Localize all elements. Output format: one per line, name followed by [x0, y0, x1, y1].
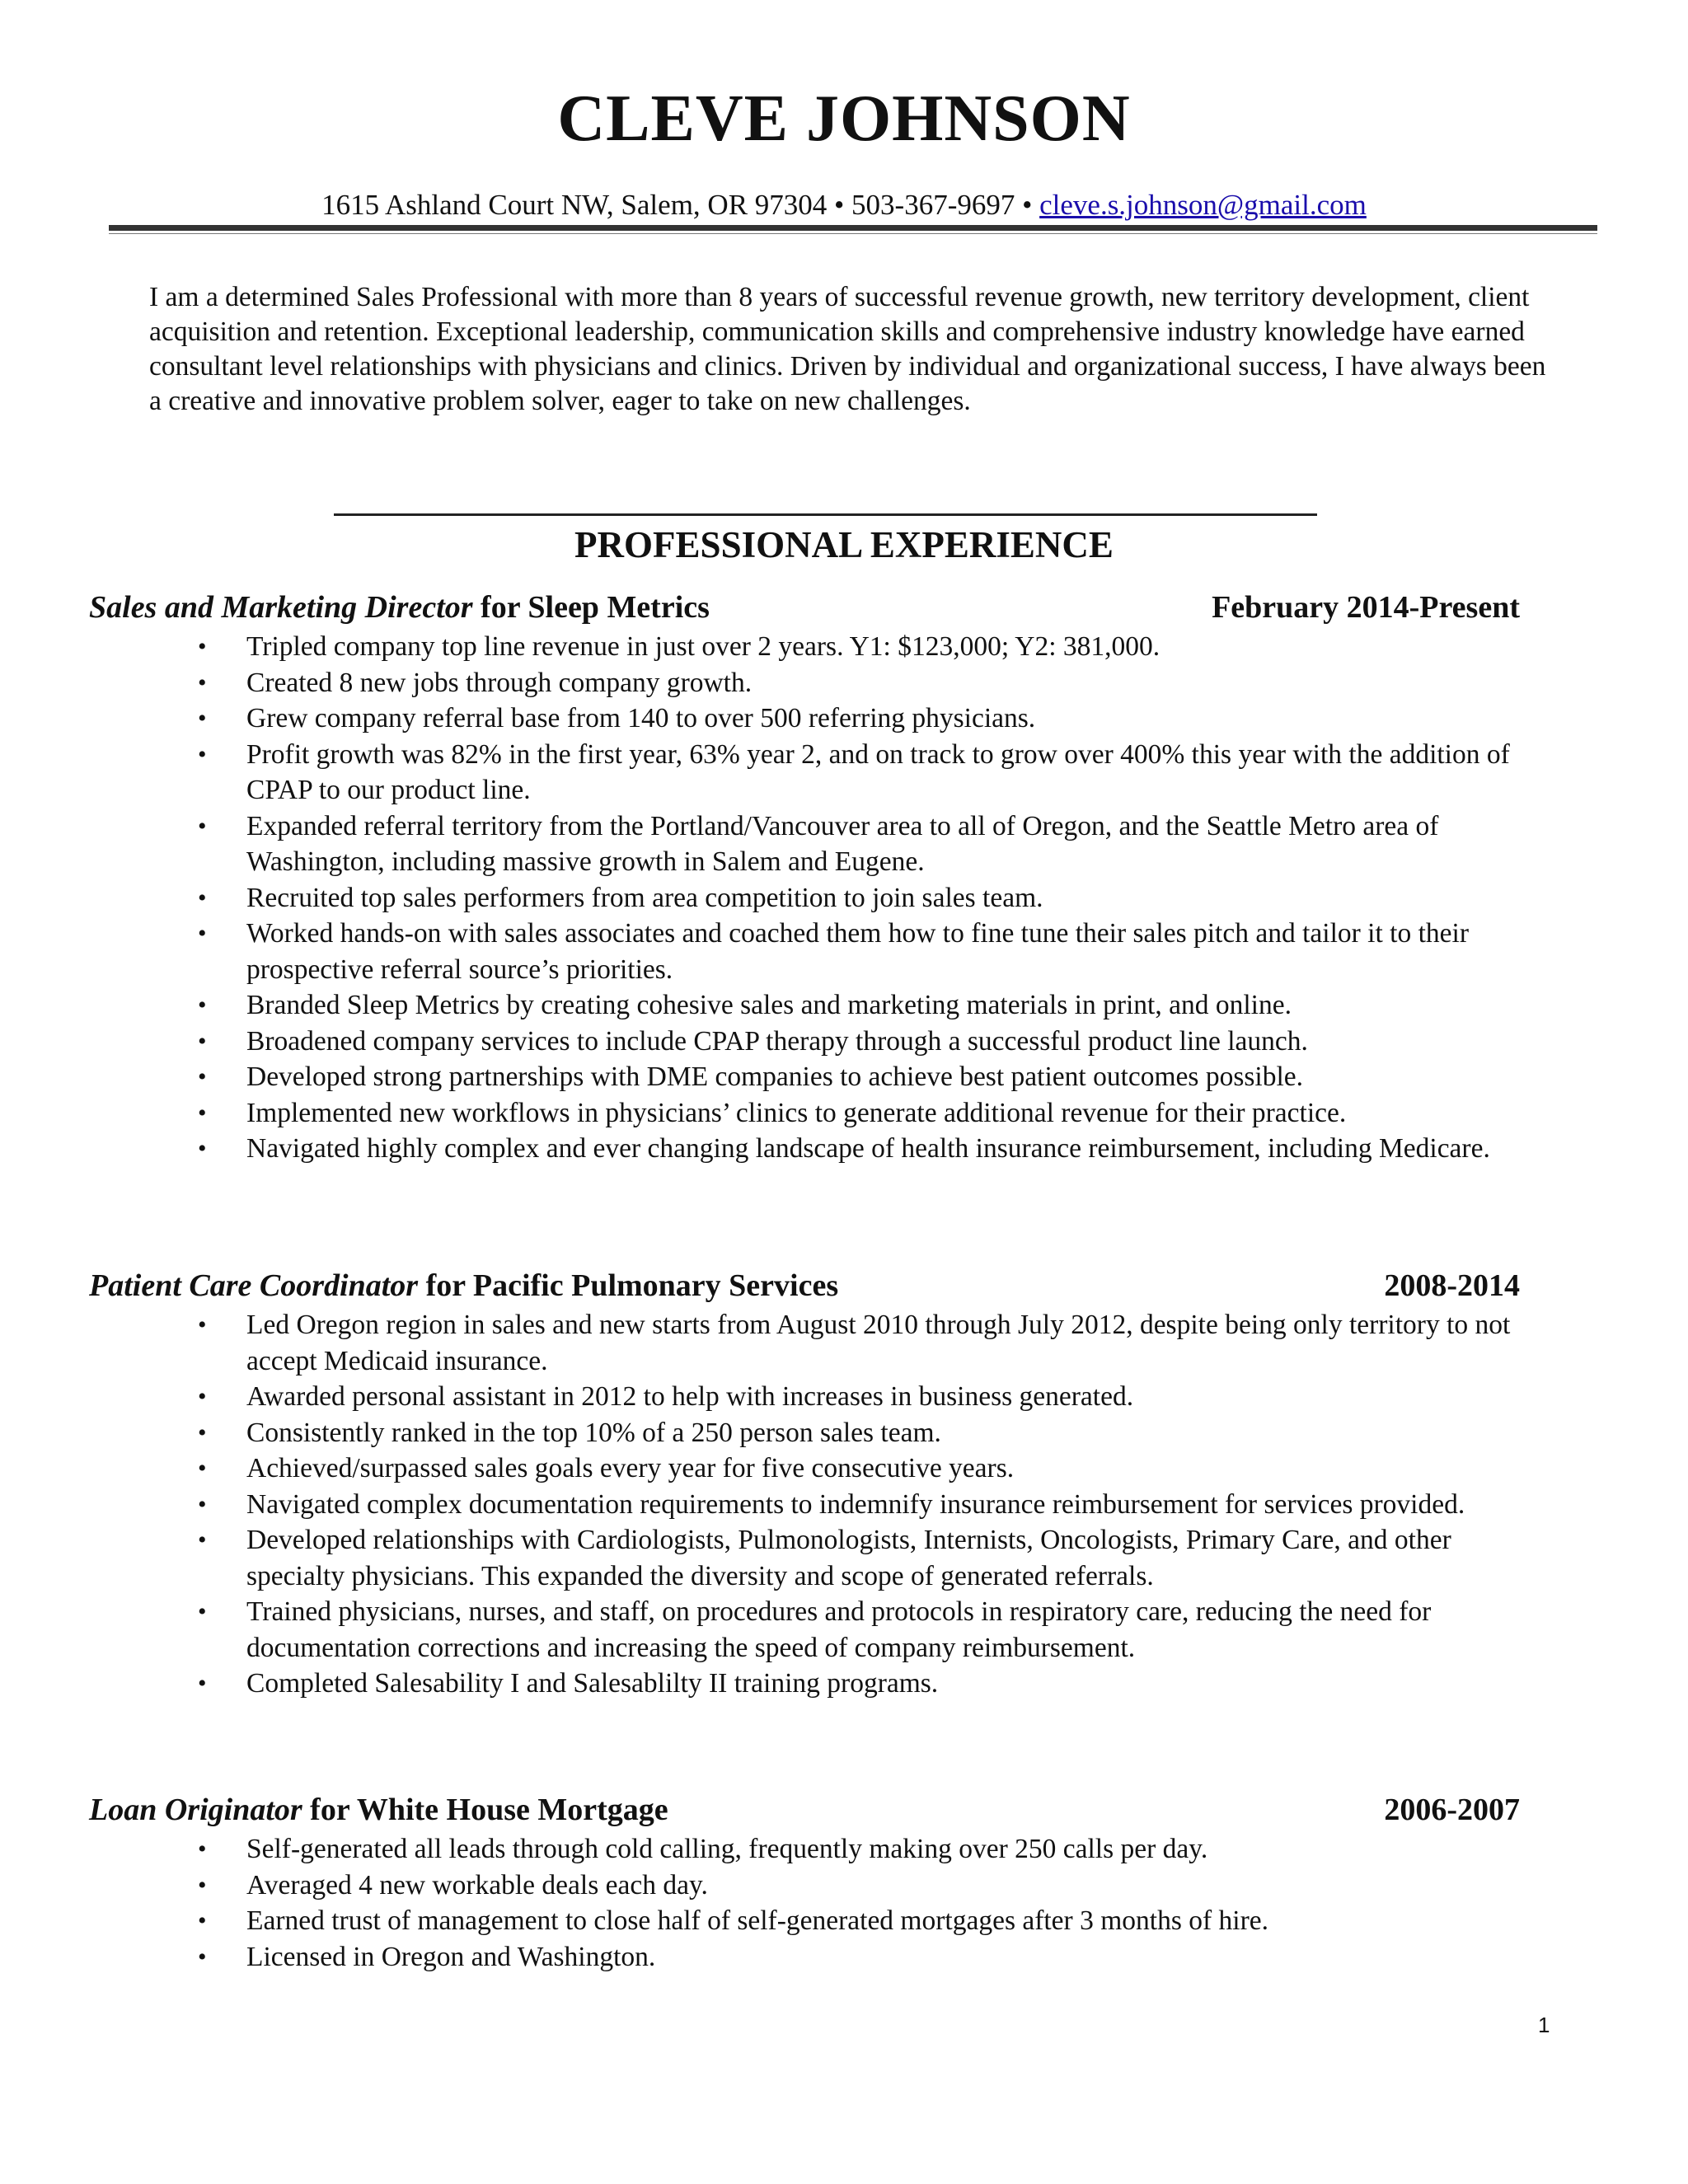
job-title: Sales and Marketing Director [89, 590, 473, 625]
job-heading [89, 1792, 1520, 1828]
job-title-line [89, 1792, 668, 1828]
list-item: • Branded Sleep Metrics by creating cohesive sales and marketing materials in print, and online. [198, 987, 1550, 1024]
job-dates: 2006-2007 [1384, 1793, 1520, 1827]
list-item: • Implemented new workflows in physicians’ clinics to generate additional revenue for their practice. [198, 1095, 1550, 1132]
list-item: • Worked hands-on with sales associates and coached them how to fine tune their sales pitch and tailor it to their prospective referral source’s priorities. [198, 916, 1550, 987]
bullet-icon: • [198, 1418, 207, 1446]
list-item: • Self-generated all leads through cold calling, frequently making over 250 calls per day. [198, 1831, 1550, 1868]
header-divider-thin [109, 233, 1597, 234]
list-item: • Navigated complex documentation requirements to indemnify insurance reimbursement for services provided. [198, 1487, 1550, 1523]
bullet-icon: • [198, 812, 207, 840]
list-item: • Expanded referral territory from the Portland/Vancouver area to all of Oregon, and the Seattle Metro area of Washington, including massive growth in Salem and Eugene. [198, 808, 1550, 880]
job-bullets [198, 1307, 1550, 1702]
section-divider [334, 513, 1317, 516]
bullet-icon: • [198, 740, 207, 768]
list-item: • Awarded personal assistant in 2012 to help with increases in business generated. [198, 1379, 1550, 1415]
list-item: • Grew company referral base from 140 to over 500 referring physicians. [198, 701, 1550, 737]
section-title-experience: PROFESSIONAL EXPERIENCE [574, 524, 1114, 565]
bullet-icon: • [198, 1490, 207, 1518]
job-dates: February 2014-Present [1212, 590, 1520, 625]
bullet-icon: • [198, 1670, 207, 1697]
list-item: • Completed Salesability I and Salesablilty II training programs. [198, 1666, 1550, 1702]
list-item: • Averaged 4 new workable deals each day. [198, 1868, 1550, 1904]
bullet-icon: • [198, 1383, 207, 1410]
bullet-icon: • [198, 1135, 207, 1162]
bullet-icon: • [198, 1099, 207, 1127]
bullet-icon: • [198, 1835, 207, 1863]
bullet-icon: • [198, 1598, 207, 1625]
bullet-icon: • [198, 1455, 207, 1482]
list-item: • Tripled company top line revenue in just over 2 years. Y1: $123,000; Y2: 381,000. [198, 629, 1550, 665]
bullet-icon: • [198, 705, 207, 732]
list-item: • Achieved/surpassed sales goals every year for five consecutive years. [198, 1451, 1550, 1487]
header-divider [109, 225, 1597, 231]
page-number: 1 [1538, 2013, 1550, 2037]
bullet-icon: • [198, 883, 207, 912]
email-link[interactable]: cleve.s.johnson@gmail.com [1039, 189, 1367, 221]
bullet-icon: • [198, 1027, 207, 1055]
list-item: • Consistently ranked in the top 10% of a 250 person sales team. [198, 1415, 1550, 1451]
list-item: • Broadened company services to include CPAP therapy through a successful product line launch. [198, 1024, 1550, 1060]
job-dates: 2008-2014 [1384, 1268, 1520, 1303]
list-item: • Recruited top sales performers from area competition to join sales team. [198, 880, 1550, 916]
bullet-icon: • [198, 1311, 207, 1338]
list-item: • Created 8 new jobs through company growth. [198, 665, 1550, 701]
job-bullets [198, 1831, 1550, 1975]
job-title-line [89, 589, 710, 626]
list-item: • Licensed in Oregon and Washington. [198, 1939, 1550, 1975]
job-company: for Pacific Pulmonary Services [418, 1268, 839, 1303]
job-title: Loan Originator [89, 1793, 302, 1827]
contact-details: 1615 Ashland Court NW, Salem, OR 97304 • 503-367-9697 • [321, 189, 1040, 221]
bullet-icon: • [198, 991, 207, 1019]
bullet-icon: • [198, 1526, 207, 1554]
list-item: • Developed relationships with Cardiologists, Pulmonologists, Internists, Oncologists, Primary Care, and other specialty physicians. This expanded the diversity and scope of generated referrals. [198, 1522, 1550, 1594]
list-item: • Profit growth was 82% in the first year, 63% year 2, and on track to grow over 400% this year with the addition of CPAP to our product line. [198, 737, 1550, 808]
job-heading [89, 589, 1520, 626]
bullet-icon: • [198, 633, 207, 660]
contact-line [0, 188, 1688, 223]
job-title-line [89, 1268, 838, 1304]
list-item: • Earned trust of management to close half of self-generated mortgages after 3 months of hire. [198, 1903, 1550, 1939]
bullet-icon: • [198, 1907, 207, 1934]
professional-summary: I am a determined Sales Professional with more than 8 years of successful revenue growth, new territory development, client acquisition and retention. Exceptional leadership, communication skills and comprehensive industry knowledge have earned consultant level relationships with physicians and clinics. Driven by individual and organizational success, I have always been a creative and innovative problem solver, eager to take on new challenges. [149, 282, 1546, 416]
job-title: Patient Care Coordinator [89, 1268, 419, 1303]
list-item: • Developed strong partnerships with DME companies to achieve best patient outcomes possible. [198, 1059, 1550, 1095]
list-item: • Navigated highly complex and ever changing landscape of health insurance reimbursement, including Medicare. [198, 1131, 1550, 1167]
bullet-icon: • [198, 1871, 207, 1899]
bullet-icon: • [198, 668, 207, 696]
bullet-icon: • [198, 1943, 207, 1971]
list-item: • Trained physicians, nurses, and staff, on procedures and protocols in respiratory care, reducing the need for documentation corrections and increasing the speed of company reimbursement. [198, 1594, 1550, 1666]
job-company: for White House Mortgage [302, 1793, 668, 1827]
job-heading [89, 1268, 1520, 1304]
bullet-icon: • [198, 1063, 207, 1090]
job-company: for Sleep Metrics [472, 590, 710, 625]
candidate-name: CLEVE JOHNSON [557, 82, 1131, 155]
list-item: • Led Oregon region in sales and new starts from August 2010 through July 2012, despite being only territory to not accept Medicaid insurance. [198, 1307, 1550, 1379]
bullet-icon: • [198, 920, 207, 947]
job-bullets [198, 629, 1550, 1167]
